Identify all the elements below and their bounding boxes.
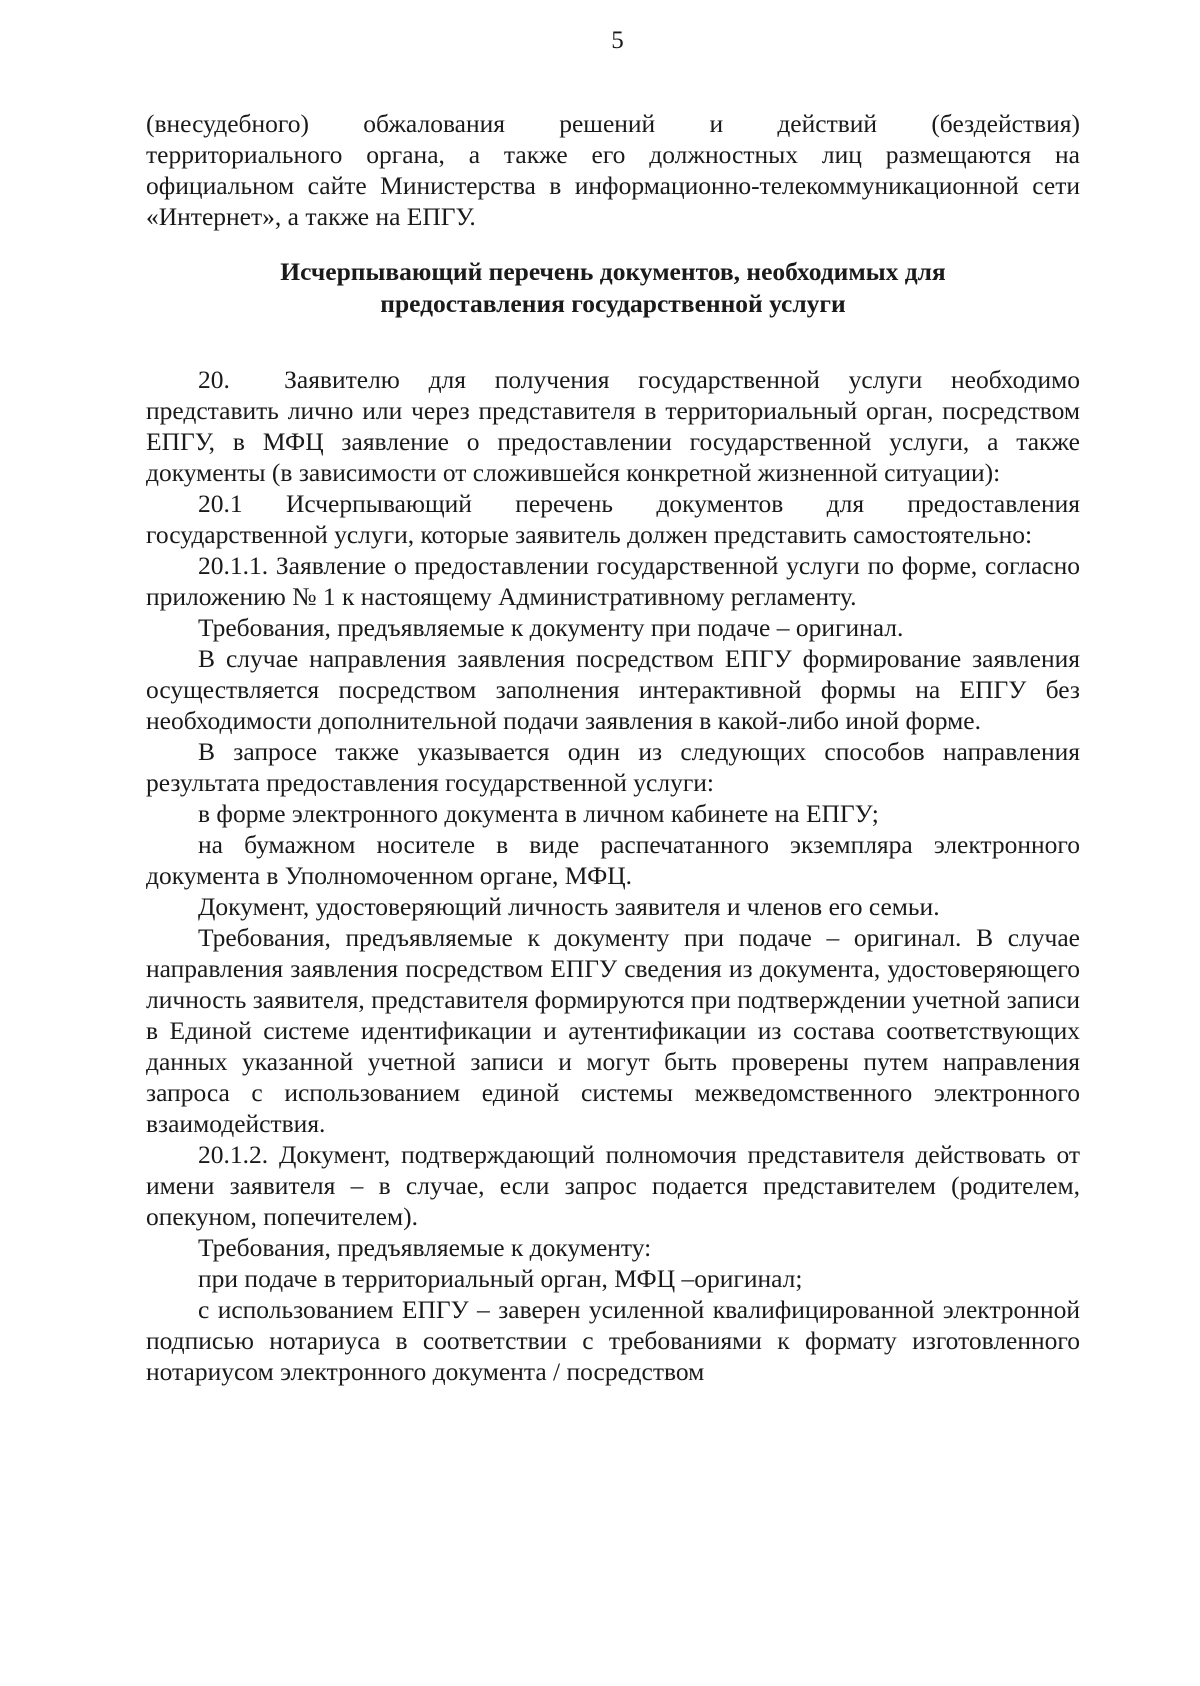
identity-document: Документ, удостоверяющий личность заявителя и членов его семьи. bbox=[198, 892, 940, 921]
paragraph-20-1-1: 20.1.1. Заявление о предоставлении государственной услуги по форме, согласно приложению № 1 к настоящему Административному регламенту. bbox=[146, 551, 1080, 611]
section-heading-line-1: Исчерпывающий перечень документов, необходимых для bbox=[280, 257, 946, 286]
page-number: 5 bbox=[611, 27, 624, 54]
intro-paragraph bbox=[146, 108, 1080, 232]
epgu-form-paragraph: В случае направления заявления посредством ЕПГУ формирование заявления осуществляется посредством заполнения интерактивной формы на ЕПГУ без необходимости дополнительной подачи заявления в какой-либо иной форме. bbox=[146, 644, 1080, 735]
paragraph-20-1-2: 20.1.2. Документ, подтверждающий полномочия представителя действовать от имени заявителя – в случае, если запрос подается представителем (родителем, опекуном, попечителем). bbox=[146, 1140, 1080, 1231]
intro-line-1: (внесудебного) обжалования решений и действий (бездействия) bbox=[146, 109, 1080, 138]
section-heading bbox=[146, 256, 1080, 320]
paragraph-20: 20. Заявителю для получения государственной услуги необходимо представить лично или через представителя в территориальный орган, посредством ЕПГУ, в МФЦ заявление о предоставлении государственной услуги, а также документы (в зависимости от сложившейся конкретной жизненной ситуации): bbox=[146, 365, 1080, 487]
method-paper: на бумажном носителе в виде распечатанного экземпляра электронного документа в Уполномоченном органе, МФЦ. bbox=[146, 830, 1080, 890]
requirement-original-2: Требования, предъявляемые к документу при подаче – оригинал. В случае направления заявления посредством ЕПГУ сведения из документа, удостоверяющего личность заявителя, представителя формируются при подтверждении учетной записи в Единой системе идентификации и аутентификации из состава соответствующих данных указанной учетной записи и могут быть проверены путем направления запроса с использованием единой системы межведомственного электронного взаимодействия. bbox=[146, 923, 1080, 1138]
requirement-heading-3: Требования, предъявляемые к документу: bbox=[198, 1233, 652, 1262]
requirement-original-1: Требования, предъявляемые к документу при подаче – оригинал. bbox=[198, 613, 904, 642]
requirement-epgu: с использованием ЕПГУ – заверен усиленной квалифицированной электронной подписью нотариуса в соответствии с требованиями к формату изготовленного нотариусом электронного документа / посредством bbox=[146, 1295, 1080, 1386]
section-heading-line-2: предоставления государственной услуги bbox=[380, 289, 846, 318]
body-text bbox=[146, 364, 1080, 1387]
requirement-office: при подаче в территориальный орган, МФЦ –оригинал; bbox=[198, 1264, 803, 1293]
paragraph-20-1: 20.1 Исчерпывающий перечень документов для предоставления государственной услуги, которые заявитель должен представить самостоятельно: bbox=[146, 489, 1080, 549]
method-electronic: в форме электронного документа в личном кабинете на ЕПГУ; bbox=[198, 799, 879, 828]
result-method-paragraph: В запросе также указывается один из следующих способов направления результата предоставления государственной услуги: bbox=[146, 737, 1080, 797]
intro-continuation: территориального органа, а также его должностных лиц размещаются на официальном сайте Министерства в информационно-телекоммуникационной сети «Интернет», а также на ЕПГУ. bbox=[146, 140, 1080, 231]
